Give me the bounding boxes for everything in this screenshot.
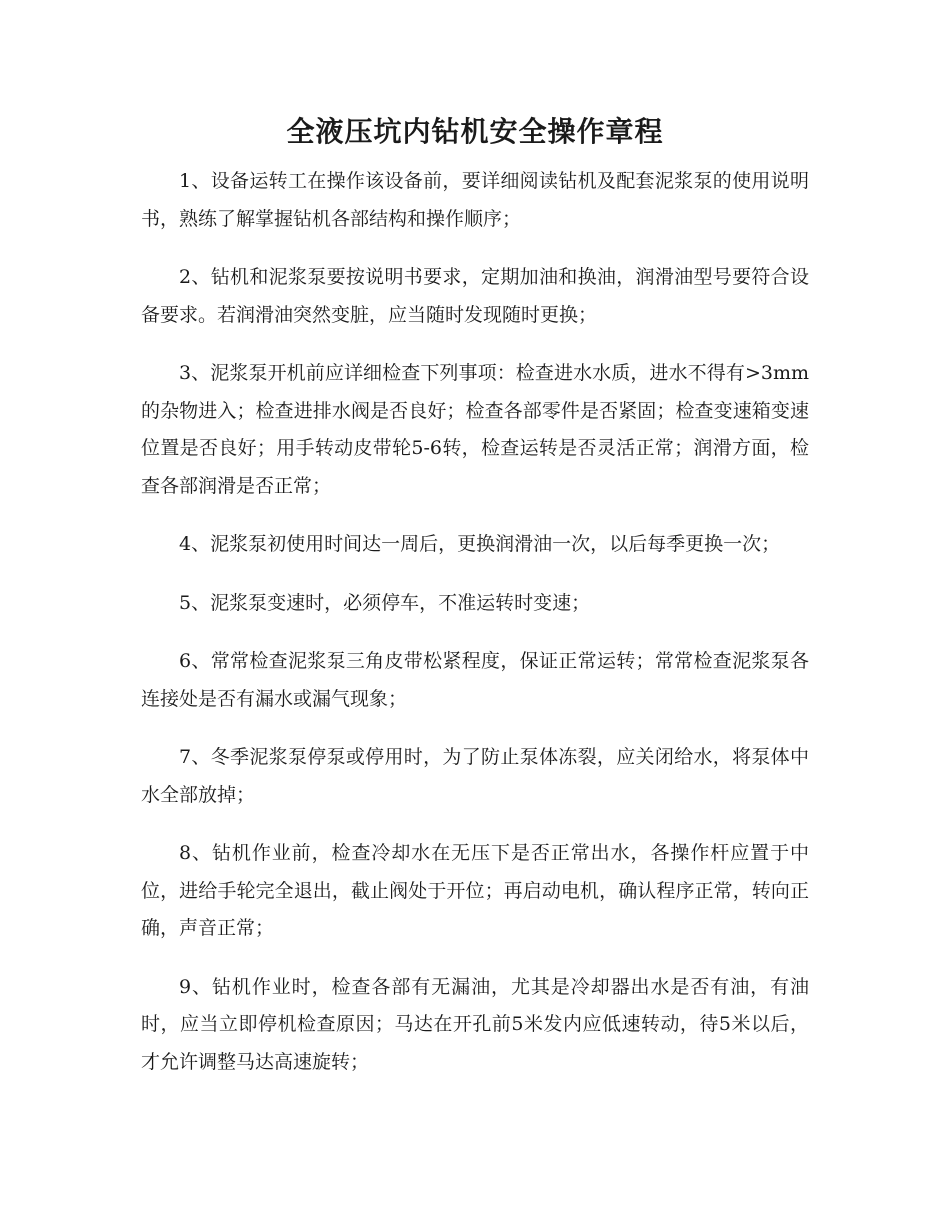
- paragraph-3: 3、泥浆泵开机前应详细检查下列事项：检查进水水质，进水不得有>3mm的杂物进入；检查进排水阀是否良好；检查各部零件是否紧固；检查变速箱变速位置是否良好；用手转动皮带轮5-6转，检查运转是否灵活正常；润滑方面，检查各部润滑是否正常；: [141, 362, 809, 497]
- paragraph-8: 8、钻机作业前，检查冷却水在无压下是否正常出水，各操作杆应置于中位，进给手轮完全退出，截止阀处于开位；再启动电机，确认程序正常，转向正确，声音正常；: [141, 842, 809, 939]
- document-title: 全液压坑内钻机安全操作章程: [286, 115, 664, 148]
- paragraph-4: 4、泥浆泵初使用时间达一周后，更换润滑油一次，以后每季更换一次；: [179, 533, 781, 555]
- paragraph-7: 7、冬季泥浆泵停泵或停用时，为了防止泵体冻裂，应关闭给水，将泵体中水全部放掉；: [141, 746, 809, 806]
- paragraph-5: 5、泥浆泵变速时，必须停车，不准运转时变速；: [179, 591, 591, 614]
- paragraph-2: 2、钻机和泥浆泵要按说明书要求，定期加油和换油，润滑油型号要符合设备要求。若润滑油突然变脏，应当随时发现随时更换；: [141, 266, 809, 326]
- paragraph-9: 9、钻机作业时，检查各部有无漏油，尤其是冷却器出水是否有油，有油时，应当立即停机检查原因；马达在开孔前5米发内应低速转动，待5米以后，才允许调整马达高速旋转；: [141, 975, 809, 1073]
- document-body: [141, 163, 809, 1102]
- paragraph-1: 1、设备运转工在操作该设备前，要详细阅读钻机及配套泥浆泵的使用说明书，熟练了解掌握钻机各部结构和操作顺序；: [141, 170, 809, 230]
- paragraph-6: 6、常常检查泥浆泵三角皮带松紧程度，保证正常运转；常常检查泥浆泵各连接处是否有漏水或漏气现象；: [141, 650, 809, 710]
